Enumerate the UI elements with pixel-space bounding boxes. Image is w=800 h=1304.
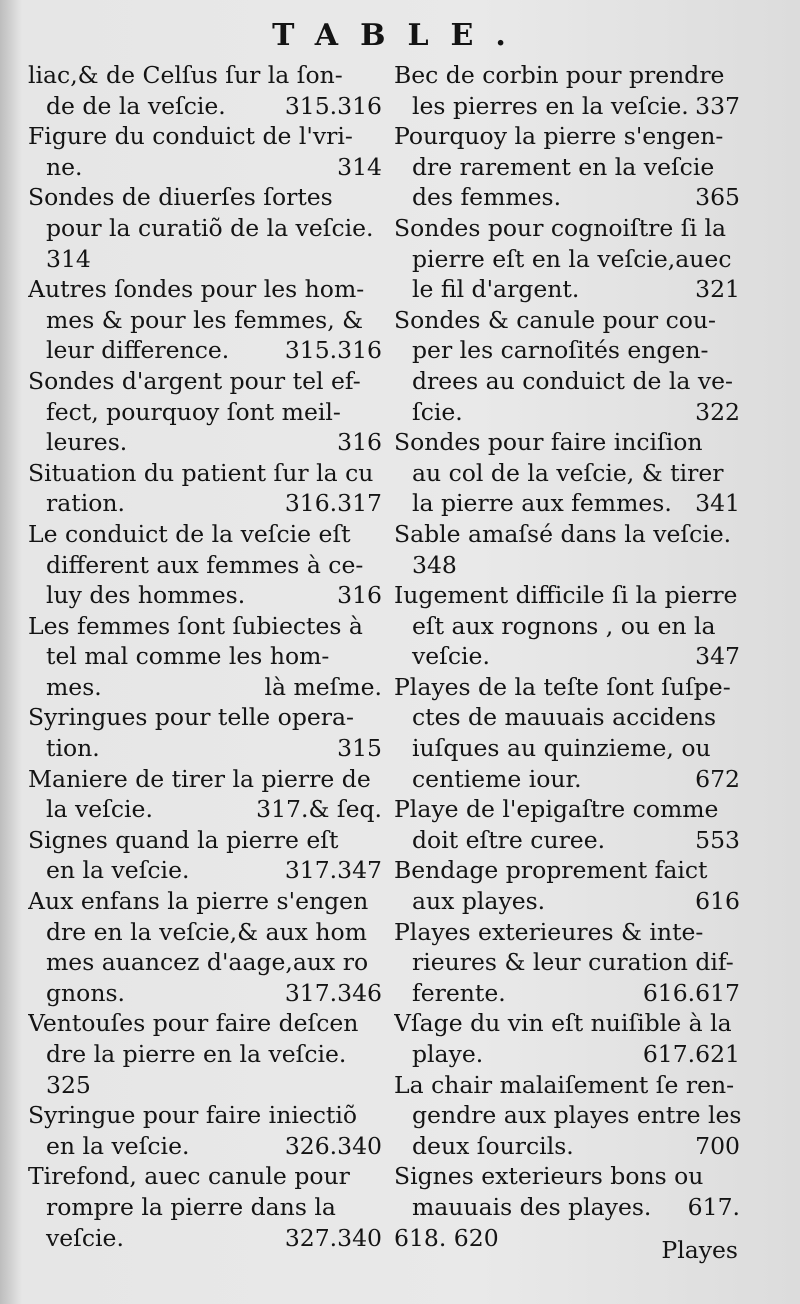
entry-line <box>28 1131 388 1162</box>
entry-line <box>28 244 388 275</box>
page-reference: 347 <box>695 642 740 671</box>
entry-line <box>394 1070 746 1101</box>
index-entry <box>394 213 746 305</box>
entry-line <box>28 305 388 336</box>
entry-line <box>394 764 746 795</box>
entry-line <box>394 580 746 611</box>
entry-text: Sondes pour faire inciſion <box>394 428 703 457</box>
entry-text: different aux femmes à ce- <box>46 550 364 579</box>
entry-line <box>28 1223 388 1254</box>
entry-line <box>394 978 746 1009</box>
entry-text: des femmes. <box>412 183 562 212</box>
page-reference: 315 <box>337 734 382 763</box>
entry-text: la pierre aux femmes. <box>412 489 672 518</box>
entry-text: Sondes pour cognoiſtre ſi la <box>394 213 727 242</box>
page-reference: 322 <box>695 397 740 426</box>
page-reference: 327.340 <box>284 1223 382 1252</box>
entry-line <box>28 427 388 458</box>
entry-text: ſcie. <box>412 397 463 426</box>
entry-text: Playe de l'epigaſtre comme <box>394 795 719 824</box>
catchword: Playes <box>661 1236 738 1264</box>
entry-line <box>28 641 388 672</box>
index-entry <box>28 825 388 886</box>
entry-text: gnons. <box>46 978 125 1007</box>
entry-text: veſcie. <box>412 642 490 671</box>
page-reference: 317.347 <box>284 856 382 885</box>
entry-line <box>394 397 746 428</box>
index-entry <box>28 60 388 121</box>
entry-line <box>28 1039 388 1070</box>
entry-text: La chair malaiſement ſe ren- <box>394 1070 735 1099</box>
page-reference: 317.& ſeq. <box>256 795 382 824</box>
entry-line <box>28 519 388 550</box>
entry-text: en la veſcie. <box>46 1131 190 1160</box>
entry-text: doit eſtre curee. <box>412 825 606 854</box>
entry-text: drees au conduict de la ve- <box>412 366 733 395</box>
entry-line <box>28 855 388 886</box>
entry-line <box>28 152 388 183</box>
entry-text: ne. <box>46 152 83 181</box>
entry-text: 314 <box>46 244 91 273</box>
entry-text: 618. 620 <box>394 1223 499 1252</box>
entry-text: aux playes. <box>412 887 546 916</box>
index-entry <box>28 1161 388 1253</box>
page-reference: là meſme. <box>264 672 382 701</box>
index-entry <box>394 580 746 672</box>
index-entry <box>28 764 388 825</box>
index-entry <box>28 458 388 519</box>
entry-line <box>28 366 388 397</box>
entry-text: Aux enfans la pierre s'engen <box>28 887 369 916</box>
entry-line <box>28 121 388 152</box>
entry-line <box>394 1008 746 1039</box>
entry-text: tion. <box>46 734 100 763</box>
entry-line <box>28 182 388 213</box>
entry-line <box>394 458 746 489</box>
entry-text: dre la pierre en la veſcie. <box>46 1040 347 1068</box>
entry-line <box>28 488 388 519</box>
page-reference: 672 <box>695 764 740 793</box>
page-reference: 617.621 <box>642 1040 740 1068</box>
page-reference: 617. <box>687 1192 740 1221</box>
entry-text: pierre eſt en la veſcie,auec <box>412 244 732 273</box>
entry-line <box>394 672 746 703</box>
entry-line <box>394 641 746 672</box>
entry-line <box>28 886 388 917</box>
entry-text: fect, pourquoy ſont meil- <box>46 397 341 426</box>
entry-text: mes auancez d'aage,aux ro <box>46 948 369 977</box>
page-reference: 321 <box>695 275 740 304</box>
entry-text: 325 <box>46 1070 91 1099</box>
index-entry <box>28 519 388 611</box>
entry-text: Sondes & canule pour cou- <box>394 305 717 334</box>
entry-text: luy des hommes. <box>46 581 246 610</box>
index-entry <box>28 886 388 1008</box>
entry-text: Sondes d'argent pour tel ef- <box>28 366 361 395</box>
entry-text: Sable amaſsé dans la veſcie. <box>394 519 732 548</box>
entry-text: tel mal comme les hom- <box>46 642 330 671</box>
left-column <box>28 60 388 1253</box>
entry-text: la veſcie. <box>46 795 153 824</box>
index-entry <box>394 305 746 427</box>
page-reference: 616 <box>695 887 740 916</box>
index-entry <box>28 274 388 366</box>
entry-text: ferente. <box>412 978 506 1007</box>
entry-line <box>394 550 746 581</box>
index-entry <box>28 611 388 703</box>
entry-line <box>394 519 746 550</box>
entry-line <box>28 947 388 978</box>
index-entry <box>394 917 746 1009</box>
entry-text: 348 <box>412 550 457 579</box>
entry-line <box>394 1100 746 1131</box>
entry-text: Ventouſes pour faire deſcen <box>28 1009 359 1038</box>
index-entry <box>28 702 388 763</box>
index-entry <box>394 1008 746 1069</box>
entry-line <box>394 1161 746 1192</box>
page-reference: 316 <box>337 428 382 457</box>
entry-line <box>394 121 746 152</box>
entry-text: eſt aux rognons , ou en la <box>412 611 716 640</box>
index-entry <box>394 121 746 213</box>
entry-line <box>28 397 388 428</box>
entry-line <box>394 366 746 397</box>
entry-text: Le conduict de la veſcie eſt <box>28 519 351 548</box>
index-entry <box>394 519 746 580</box>
right-column <box>394 60 746 1253</box>
page-reference: 316.317 <box>284 489 382 518</box>
entry-line <box>394 794 746 825</box>
entry-line <box>394 947 746 978</box>
entry-line <box>28 611 388 642</box>
entry-line <box>28 702 388 733</box>
entry-text: liac,& de Celſus ſur la ſon- <box>28 61 343 89</box>
index-entry <box>28 366 388 458</box>
entry-text: mauuais des playes. <box>412 1192 652 1221</box>
index-entry <box>394 672 746 794</box>
entry-line <box>394 488 746 519</box>
entry-text: playe. <box>412 1040 484 1068</box>
entry-line <box>28 1161 388 1192</box>
entry-line <box>394 274 746 305</box>
entry-text: Syringues pour telle opera- <box>28 703 354 732</box>
page-reference: 553 <box>695 825 740 854</box>
page-reference: 341 <box>695 489 740 518</box>
entry-line <box>394 825 746 856</box>
entry-text: gendre aux playes entre les <box>412 1101 742 1130</box>
page-header: TABLE. <box>272 18 528 53</box>
entry-text: veſcie. <box>46 1223 124 1252</box>
page-reference: 315.316 <box>284 91 382 120</box>
entry-text: Maniere de tirer la pierre de <box>28 764 371 793</box>
entry-line <box>28 1100 388 1131</box>
entry-line <box>28 1192 388 1223</box>
entry-line <box>28 580 388 611</box>
entry-line <box>394 182 746 213</box>
entry-text: Autres ſondes pour les hom- <box>28 275 365 304</box>
page-reference: 616.617 <box>642 978 740 1007</box>
entry-text: per les carnoſités engen- <box>412 336 709 365</box>
index-entry <box>28 121 388 182</box>
entry-line <box>28 1008 388 1039</box>
entry-line <box>394 213 746 244</box>
entry-line <box>394 427 746 458</box>
entry-text: Playes exterieures & inte- <box>394 917 704 946</box>
entry-line <box>28 60 388 91</box>
entry-text: leur difference. <box>46 336 230 365</box>
entry-line <box>394 91 746 122</box>
entry-line <box>394 733 746 764</box>
entry-line <box>394 244 746 275</box>
index-entry <box>394 794 746 855</box>
entry-line <box>28 672 388 703</box>
entry-text: dre en la veſcie,& aux hom <box>46 917 367 946</box>
entry-text: rompre la pierre dans la <box>46 1192 336 1221</box>
entry-text: mes. <box>46 672 102 701</box>
entry-line <box>28 335 388 366</box>
entry-line <box>28 978 388 1009</box>
entry-line <box>394 611 746 642</box>
entry-text: Figure du conduict de l'vri- <box>28 122 353 151</box>
index-entry <box>394 60 746 121</box>
entry-line <box>28 458 388 489</box>
entry-line <box>394 702 746 733</box>
entry-text: Playes de la teſte ſont ſuſpe- <box>394 672 731 701</box>
entry-text: Pourquoy la pierre s'engen- <box>394 122 724 151</box>
index-entry <box>28 1100 388 1161</box>
entry-line <box>394 60 746 91</box>
entry-text: de de la veſcie. <box>46 91 226 120</box>
entry-text: les pierres en la veſcie. <box>412 91 689 120</box>
entry-line <box>28 825 388 856</box>
page-reference: 700 <box>695 1131 740 1160</box>
entry-text: deux ſourcils. <box>412 1131 574 1160</box>
entry-line <box>394 886 746 917</box>
entry-line <box>394 917 746 948</box>
entry-text: le fil d'argent. <box>412 275 580 304</box>
index-entry <box>394 427 746 519</box>
entry-text: leures. <box>46 428 128 457</box>
index-entry <box>394 1070 746 1162</box>
entry-text: ration. <box>46 489 125 518</box>
entry-text: Signes exterieurs bons ou <box>394 1162 704 1191</box>
entry-text: centieme iour. <box>412 764 582 793</box>
entry-text: Tirefond, auec canule pour <box>28 1162 350 1191</box>
entry-text: au col de la veſcie, & tirer <box>412 458 724 487</box>
entry-text: iuſques au quinzieme, ou <box>412 734 711 763</box>
index-entry <box>394 855 746 916</box>
page-reference: 326.340 <box>284 1131 382 1160</box>
entry-text: Syringue pour faire iniectiõ <box>28 1101 358 1130</box>
entry-line <box>28 213 388 244</box>
entry-text: ctes de mauuais accidens <box>412 703 717 732</box>
entry-text: rieures & leur curation dif- <box>412 948 734 977</box>
entry-line <box>394 335 746 366</box>
entry-line <box>394 305 746 336</box>
entry-line <box>28 917 388 948</box>
entry-text: mes & pour les femmes, & <box>46 305 364 334</box>
entry-text: Situation du patient ſur la cu <box>28 458 374 487</box>
entry-line <box>28 733 388 764</box>
entry-text: en la veſcie. <box>46 856 190 885</box>
page-reference: 314 <box>337 152 382 181</box>
entry-line <box>394 855 746 886</box>
entry-text: Bec de corbin pour prendre <box>394 61 725 89</box>
entry-text: Bendage proprement faict <box>394 856 708 885</box>
entry-line <box>28 550 388 581</box>
entry-text: Vſage du vin eſt nuiſible à la <box>394 1009 732 1038</box>
page-reference: 365 <box>695 183 740 212</box>
entry-text: Sondes de diuerſes ſortes <box>28 183 333 212</box>
entry-line <box>28 1070 388 1101</box>
entry-line <box>28 274 388 305</box>
entry-line <box>394 1131 746 1162</box>
entry-line <box>28 794 388 825</box>
entry-line <box>394 152 746 183</box>
entry-line <box>394 1192 746 1223</box>
page-reference: 316 <box>337 581 382 610</box>
entry-line <box>28 91 388 122</box>
entry-text: dre rarement en la veſcie <box>412 152 715 181</box>
entry-text: Iugement difficile ſi la pierre <box>394 581 738 610</box>
page-reference: 317.346 <box>284 978 382 1007</box>
entry-text: Les femmes ſont ſubiectes à <box>28 611 363 640</box>
entry-line <box>28 764 388 795</box>
index-entry <box>28 182 388 274</box>
page-reference: 315.316 <box>284 336 382 365</box>
index-entry <box>28 1008 388 1100</box>
page-reference: 337 <box>695 91 740 120</box>
entry-text: Signes quand la pierre eſt <box>28 825 339 854</box>
entry-text: pour la curatiõ de la veſcie. <box>46 213 374 242</box>
entry-line <box>394 1039 746 1070</box>
